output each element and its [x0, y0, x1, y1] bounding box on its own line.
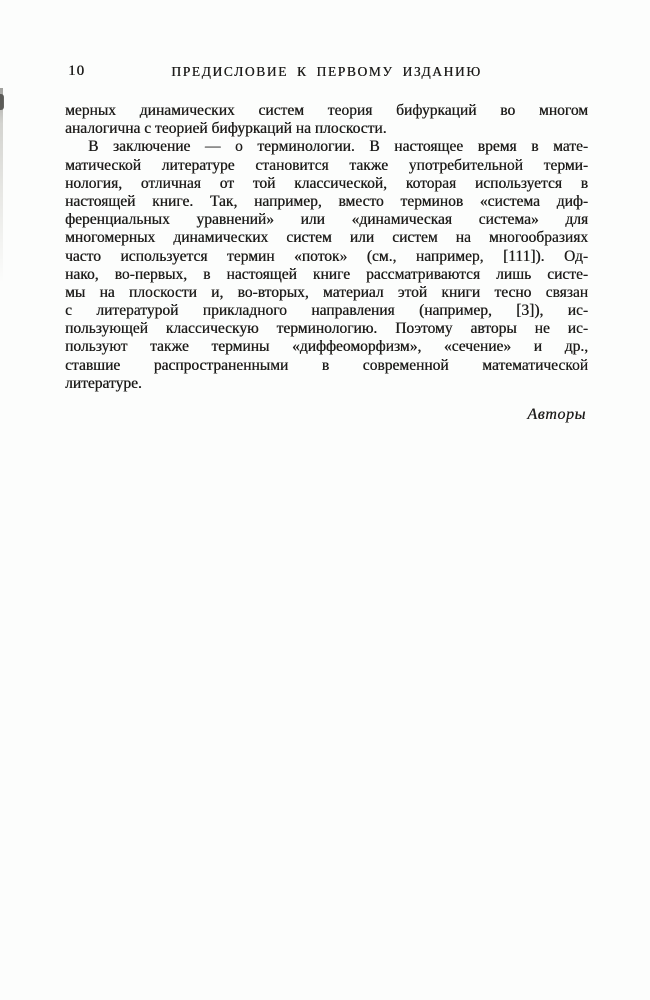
text-line: нология, отличная от той классической, которая используется в — [65, 174, 588, 192]
text-line: аналогична с теорией бифуркаций на плоскости. — [65, 120, 387, 138]
scan-edge-artifact — [0, 88, 3, 283]
text-line: ставшие распространенными в современной математической — [65, 356, 588, 374]
authors-signature: Авторы — [527, 406, 586, 423]
text-line: мы на плоскости и, во-вторых, материал этой книги тесно связан — [65, 283, 588, 301]
text-line: мерных динамических систем теория бифуркаций во многом — [65, 102, 588, 119]
text-line: пользуют также термины «диффеоморфизм», «сечение» и др., — [65, 338, 588, 356]
text-line: настоящей книге. Так, например, вместо терминов «система диф- — [65, 192, 588, 210]
text-line: многомерных динамических систем или систем на многообразиях — [65, 229, 588, 247]
chapter-header: ПРЕДИСЛОВИЕ К ПЕРВОМУ ИЗДАНИЮ — [171, 64, 482, 79]
text-line: с литературой прикладного направления (например, [3]), ис- — [65, 302, 588, 320]
text-line: литературе. — [65, 374, 142, 392]
text-line: матической литературе становится также употребительной терми- — [65, 156, 588, 174]
page-number: 10 — [68, 63, 85, 79]
running-head — [65, 62, 588, 80]
text-line: пользующей классическую терминологию. Поэтому авторы не ис- — [65, 320, 588, 338]
text-line: нако, во-первых, в настоящей книге рассматриваются лишь систе- — [65, 265, 588, 283]
text-line: ференциальных уравнений» или «динамическая система» для — [65, 211, 588, 229]
body-text — [65, 102, 588, 393]
scan-smudge-artifact — [0, 94, 4, 110]
text-line: часто используется термин «поток» (см., например, [111]). Од- — [65, 247, 588, 265]
text-line: В заключение — о терминологии. В настоящее время в мате- — [88, 138, 588, 156]
